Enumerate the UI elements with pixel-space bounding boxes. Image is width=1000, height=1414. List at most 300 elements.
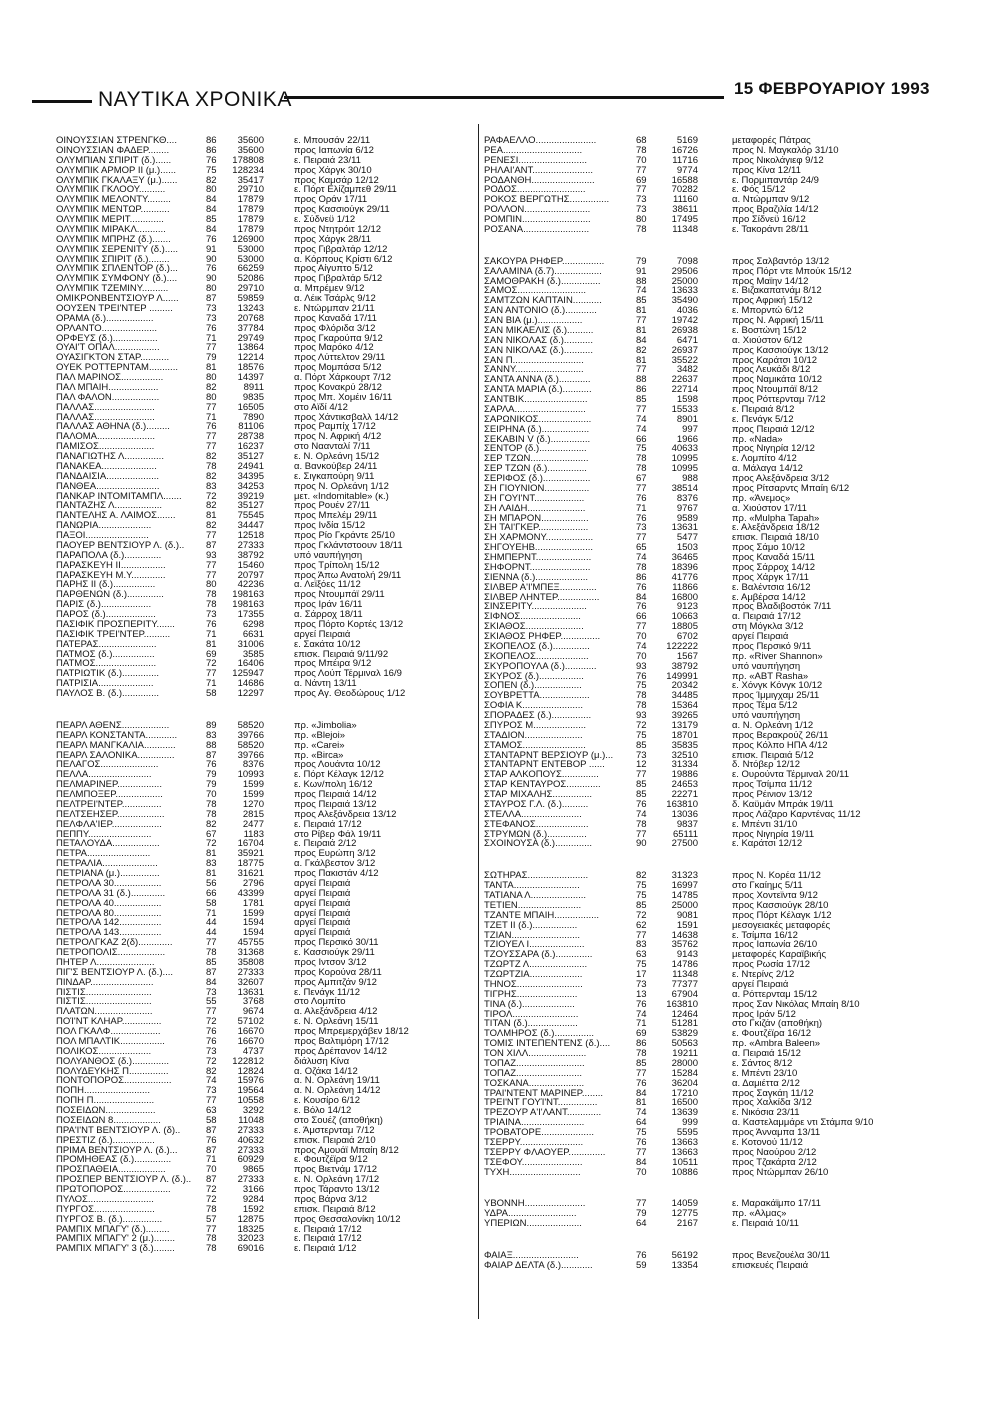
tonnage: 60929 xyxy=(237,1154,264,1166)
ship-row xyxy=(56,879,474,889)
tonnage: 12518 xyxy=(237,530,264,541)
ship-status: πρ. «Carei» xyxy=(294,740,345,751)
tonnage: 8911 xyxy=(243,381,264,393)
tonnage: 43399 xyxy=(237,887,264,899)
ship-status: προς Ναμικάτα 10/12 xyxy=(732,375,823,386)
tonnage: 27333 xyxy=(237,1174,264,1186)
build-year: 71 xyxy=(636,502,647,514)
tonnage: 988 xyxy=(682,473,698,484)
ship-row xyxy=(56,363,474,373)
build-year: 75 xyxy=(636,1127,647,1138)
ship-row xyxy=(56,324,474,334)
build-year: 76 xyxy=(636,1077,647,1089)
ship-row xyxy=(56,1205,474,1215)
ship-name: ΣΤΕΛΛΑ....................... xyxy=(484,809,582,820)
tonnage: 50563 xyxy=(671,1038,698,1050)
ship-status: προς Νικολάγιεφ 9/12 xyxy=(732,155,824,166)
ship-name: ΣΟΦΙΑ Κ....................... xyxy=(484,701,583,711)
build-year: 77 xyxy=(636,164,647,176)
build-year: 77 xyxy=(636,621,647,633)
ship-name: ΡΗΛΑΙ'ΑΝΤ....................... xyxy=(484,165,593,176)
ship-status: προς Γιβραλτάρ 5/12 xyxy=(294,274,383,285)
ship-name: ΣΚΙΑΘΟΣ ΡΗΦΕΡ............... xyxy=(484,632,601,642)
build-year: 12 xyxy=(636,759,647,771)
ship-row xyxy=(484,1261,902,1271)
tonnage: 34485 xyxy=(671,690,698,702)
tonnage: 3768 xyxy=(242,996,264,1008)
ship-row xyxy=(56,462,474,472)
build-year: 85 xyxy=(636,899,647,911)
build-year: 72 xyxy=(206,838,217,850)
build-year: 76 xyxy=(206,263,217,275)
tonnage: 19564 xyxy=(237,1085,264,1097)
ship-row xyxy=(56,1057,474,1067)
ship-row xyxy=(56,760,474,770)
tonnage: 16505 xyxy=(237,401,264,413)
ship-status: προς Κονακρύ 28/12 xyxy=(294,382,382,393)
tonnage: 16237 xyxy=(237,441,264,453)
ship-status: α. Πόρτ Χάρκουρτ 7/12 xyxy=(294,373,392,383)
tonnage: 31006 xyxy=(237,638,264,650)
tonnage: 34253 xyxy=(237,480,264,492)
tonnage: 35600 xyxy=(237,135,264,146)
tonnage: 198163 xyxy=(232,599,264,611)
ship-list-block xyxy=(484,136,902,235)
ship-status: ε. Κοτονού 11/12 xyxy=(732,1137,803,1148)
ship-status: υπό ναυπήγηση xyxy=(294,550,363,561)
ship-status: επισκ. Πειραιά 9/11/92 xyxy=(294,649,389,660)
ship-status: προς Ιαπωνία 26/10 xyxy=(732,940,818,951)
ship-name: ΥΠΕΡΙΩΝ..................... xyxy=(484,1219,582,1229)
build-year: 78 xyxy=(206,798,217,810)
ship-name: ΠΟΛΥΔΕΥΚΗΣ Π............... xyxy=(56,1066,169,1077)
tonnage: 31323 xyxy=(671,870,698,882)
ship-status: προς Κίνα 12/11 xyxy=(732,165,801,176)
build-year: 87 xyxy=(206,1124,217,1136)
ship-row xyxy=(56,938,474,948)
ship-name: ΣΚΥΡΟΣ (δ.)................. xyxy=(484,671,584,682)
build-year: 93 xyxy=(206,549,217,561)
ship-status: ε. Τακοράντι 28/11 xyxy=(732,224,809,235)
ship-status: πρ. «Αλμας» xyxy=(732,1209,787,1220)
ship-name: ΟΡΑΜΑ (δ.).................. xyxy=(56,313,154,324)
build-year: 80 xyxy=(206,579,217,591)
build-year: 80 xyxy=(206,372,217,383)
tonnage: 32510 xyxy=(671,749,698,761)
tonnage: 13663 xyxy=(671,1136,698,1148)
tonnage: 13864 xyxy=(237,342,264,354)
tonnage: 16726 xyxy=(671,144,698,156)
ship-name: ΠΟΝΤΟΠΟΡΟΣ.................. xyxy=(56,1076,172,1087)
tonnage: 16704 xyxy=(237,838,264,850)
tonnage: 35600 xyxy=(237,144,264,156)
ship-name: ΠΕΤΡΟΛΑ 80.................. xyxy=(56,908,162,919)
ship-status: επισκ. Πειραιά 18/10 xyxy=(732,533,819,544)
ship-status: προς Δρέπανον 14/12 xyxy=(294,1046,388,1057)
ship-name: ΠΑΤΕΡΑΣ...................... xyxy=(56,639,157,650)
ship-row xyxy=(56,810,474,820)
ship-name: ΣΙΦΝΟΣ....................... xyxy=(484,612,581,623)
build-year: 71 xyxy=(206,628,217,640)
build-year: 81 xyxy=(206,510,217,522)
ship-name: ΠΑΛΛΑΣ....................... xyxy=(56,412,155,423)
tonnage: 1567 xyxy=(676,650,698,662)
build-year: 77 xyxy=(206,342,217,354)
build-year: 78 xyxy=(206,1203,217,1215)
ship-row xyxy=(56,600,474,610)
build-year: 84 xyxy=(206,204,217,216)
ship-status: μετ. «Indomitable» (κ.) xyxy=(294,491,389,502)
ship-status: προς Λάζαρο Καρντένας 11/12 xyxy=(732,809,861,820)
ship-status: ε. Πόρτ Κέλαγκ 12/12 xyxy=(294,770,384,781)
build-year: 85 xyxy=(636,295,647,307)
tonnage: 27333 xyxy=(237,539,264,551)
ship-row xyxy=(56,166,474,176)
build-year: 88 xyxy=(636,275,647,287)
ship-row xyxy=(56,1215,474,1225)
ship-name: ΠΑΡΑΠΟΛΑ (δ.).............. xyxy=(56,550,162,561)
ship-status: ε. Βιζακαπατνάμ 8/12 xyxy=(732,286,822,297)
build-year: 73 xyxy=(206,302,217,314)
build-year: 85 xyxy=(636,1057,647,1069)
build-year: 69 xyxy=(206,648,217,660)
ship-status: προς Καναδά 17/11 xyxy=(294,313,377,324)
tonnage: 5595 xyxy=(676,1127,698,1138)
ship-row xyxy=(56,978,474,988)
tonnage: 17879 xyxy=(237,214,264,225)
tonnage: 198163 xyxy=(232,589,264,601)
build-year: 77 xyxy=(206,668,217,680)
ship-name: ΟΛΥΜΠΙΚ ΣΕΡΕΝΙΤΥ (δ.)..... xyxy=(56,244,179,255)
build-year: 82 xyxy=(206,1065,217,1077)
ship-name: ΣΕΡ ΤΖΩΝ...................... xyxy=(484,454,589,465)
ship-status: α. Μάλαγα 14/12 xyxy=(732,464,803,474)
ship-status: προ Σίδνεϋ 16/12 xyxy=(732,215,806,225)
ship-name: ΣΑΝ ΝΙΚΟΛΑΣ (δ.)........... xyxy=(484,335,593,346)
ship-name: ΠΕΛΤΣΕΗΣΕΡ.................. xyxy=(56,809,165,820)
ship-name: ΣΙΛΒΕΡ ΛΗΝΤΕΡ................ xyxy=(484,592,600,603)
build-year: 69 xyxy=(636,174,647,186)
tonnage: 9123 xyxy=(676,601,698,613)
build-year: 83 xyxy=(206,480,217,492)
tonnage: 18396 xyxy=(671,561,698,573)
ship-row xyxy=(56,195,474,205)
build-year: 56 xyxy=(206,877,217,889)
build-year: 69 xyxy=(636,1028,647,1040)
ship-row xyxy=(56,988,474,998)
ship-name: ΟΙΝΟΥΣΣΙΑΝ ΦΑΔΕΡ........ xyxy=(56,145,170,156)
build-year: 82 xyxy=(206,520,217,532)
ship-status: ε. Μπουσάν 22/11 xyxy=(294,136,371,146)
ship-status: α. Σάρροχ 18/11 xyxy=(294,610,363,620)
tonnage: 26938 xyxy=(671,324,698,336)
ship-row xyxy=(56,909,474,919)
ship-name: ΤΕΤΙΕΝ........................ xyxy=(484,900,582,911)
ship-status: προς Πόρτ ντε Μπούκ 15/12 xyxy=(732,266,852,277)
ship-name: ΣΗ ΧΑΡΜΟΝΥ.................. xyxy=(484,533,594,544)
ship-row xyxy=(56,571,474,581)
build-year: 66 xyxy=(636,433,647,445)
ship-status: επισκ. Πειραιά 2/10 xyxy=(294,1135,376,1146)
ship-name: ΠΑΛ ΜΑΡΙΝΟΣ................ xyxy=(56,373,164,383)
ship-row xyxy=(56,561,474,571)
tonnage: 39265 xyxy=(671,710,698,721)
ship-row xyxy=(56,790,474,800)
ship-name: ΠΑΟΥΕΡ ΒΕΝΤΣΙΟΥΡ Λ. (δ.).. xyxy=(56,540,185,551)
ship-status: α. Οζάκα 14/12 xyxy=(294,1066,358,1077)
ship-status: ε. Πειραιά 17/12 xyxy=(294,1234,362,1245)
build-year: 76 xyxy=(206,322,217,334)
ship-name: ΠΥΡΓΟΣ Β. (δ.)............... xyxy=(56,1214,163,1225)
tonnage: 1599 xyxy=(242,907,264,919)
ship-status: προς Ίμμιγχαμ 25/11 xyxy=(732,691,820,702)
tonnage: 2815 xyxy=(242,808,264,820)
build-year: 90 xyxy=(636,838,647,850)
ship-name: ΠΕΤΡΑ........................ xyxy=(56,849,151,860)
ship-name: ΠΑΤΡΙΩΤΙΚ (δ.).............. xyxy=(56,669,159,680)
tonnage: 40632 xyxy=(237,1134,264,1146)
ship-status: προς Ευρώπη 3/12 xyxy=(294,849,376,860)
ship-name: ΟΛΥΜΠΙΚ ΓΚΛΟΟΥ.......... xyxy=(56,185,166,196)
ship-status: προς Λευκάδι 8/12 xyxy=(732,365,811,376)
ship-row xyxy=(56,284,474,294)
build-year: 74 xyxy=(206,1075,217,1087)
build-year: 79 xyxy=(206,352,217,364)
ship-status: προς Ν. Αφρική 4/12 xyxy=(294,432,382,443)
ship-name: ΠΟΛΙΚΟΣ.................... xyxy=(56,1046,152,1057)
ship-name: ΣΚΟΠΕΛΟΣ.................... xyxy=(484,651,589,662)
tonnage: 1270 xyxy=(242,798,264,810)
build-year: 76 xyxy=(636,601,647,613)
ship-name: ΟΛΥΜΠΙΑΝ ΣΠΙΡΙΤ (δ.)...... xyxy=(56,155,172,166)
ship-status: ε. Φουτζέϊρα 9/12 xyxy=(294,1155,368,1166)
build-year: 82 xyxy=(206,818,217,830)
ship-status: προς Ρουέν 27/11 xyxy=(294,501,370,512)
build-year: 90 xyxy=(206,253,217,265)
ship-name: ΟΜΙΚΡΟΝΒΕΝΤΣΙΟΥΡ Λ...... xyxy=(56,294,179,304)
ship-status: προς Σαν Νικόλας Μπαίη 8/10 xyxy=(732,999,860,1010)
ship-status: αργεί Πειραιά xyxy=(294,629,351,640)
build-year: 77 xyxy=(206,1095,217,1107)
tonnage: 8376 xyxy=(242,759,264,771)
ship-status: ε. Πειραιά 17/12 xyxy=(294,819,362,830)
ship-row xyxy=(56,1126,474,1136)
ship-row xyxy=(56,1007,474,1017)
build-year: 59 xyxy=(636,1259,647,1271)
tonnage: 20797 xyxy=(237,569,264,581)
tonnage: 12297 xyxy=(237,688,264,699)
build-year: 85 xyxy=(636,394,647,405)
ship-name: ΣΩΤΗΡΑΣ....................... xyxy=(484,871,589,882)
ship-name: ΡΟΔΟΣ.......................... xyxy=(484,185,586,196)
build-year: 65 xyxy=(636,542,647,554)
ship-name: ΡΑΦΑΕΛΛΟ....................... xyxy=(484,136,597,146)
ship-status: πρ. «Nada» xyxy=(732,434,783,445)
ship-row xyxy=(56,679,474,689)
ship-status: ε. Κων/πολη 16/12 xyxy=(294,780,373,790)
ship-row xyxy=(56,620,474,630)
ship-name: ΤΑΝΤΑ......................... xyxy=(484,881,580,891)
build-year: 80 xyxy=(206,283,217,295)
ship-name: ΣΤΡΥΜΩΝ (δ.)............... xyxy=(484,829,587,840)
build-year: 58 xyxy=(206,1114,217,1126)
build-year: 79 xyxy=(636,1208,647,1220)
build-year: 82 xyxy=(206,174,217,186)
ship-name: ΠΕΛΜΠΟΞΕΡ.................. xyxy=(56,790,163,800)
ship-status: α. Μπρέμεν 9/12 xyxy=(294,284,365,294)
ship-name: ΟΙΝΟΥΣΣΙΑΝ ΣΤΡΕΝΓΚΘ.... xyxy=(56,136,177,146)
ship-name: ΠΟΠΗ Π....................... xyxy=(56,1096,155,1106)
ship-name: ΣΗ ΤΑΙ'ΓΚΕΡ................... xyxy=(484,523,589,534)
ship-row xyxy=(56,136,474,146)
build-year: 87 xyxy=(206,966,217,978)
tonnage: 1592 xyxy=(242,1203,264,1215)
ship-name: ΣΠΥΡΟΣ Μ.................... xyxy=(484,720,587,731)
tonnage: 1183 xyxy=(243,828,264,840)
ship-status: αργεί Πειραιά xyxy=(294,898,351,909)
tonnage: 24941 xyxy=(237,460,264,472)
ship-name: ΟΛΥΜΠΙΚ ΜΙΡΑΚΛ........... xyxy=(56,224,166,235)
ship-name: ΠΑΛΛΑΣ....................... xyxy=(56,402,155,413)
build-year: 73 xyxy=(206,986,217,998)
build-year: 76 xyxy=(636,798,647,810)
ship-status: προς Ιράν 16/11 xyxy=(294,600,363,610)
ship-status: πρ. «River Shannon» xyxy=(732,651,823,662)
ship-status: ε. Ουρούντα Τέρμιναλ 20/11 xyxy=(732,770,849,781)
ship-status: προς Αγ. Θεοδώρους 1/12 xyxy=(294,689,406,699)
ship-status: υπό ναυπήγηση xyxy=(732,711,801,721)
build-year: 74 xyxy=(636,808,647,820)
ship-row xyxy=(56,393,474,403)
ship-name: ΣΕΡΙΦΟΣ (δ.).................. xyxy=(484,474,591,484)
build-year: 77 xyxy=(636,929,647,941)
ship-status: προς Ντώρμπαν 26/10 xyxy=(732,1167,829,1178)
build-year: 68 xyxy=(636,135,647,146)
tonnage: 39766 xyxy=(237,749,264,761)
ship-name: ΠΕΑΡΛ ΑΘΕΝΣ.................. xyxy=(56,720,170,731)
build-year: 76 xyxy=(206,1035,217,1047)
tonnage: 38792 xyxy=(671,660,698,672)
build-year: 77 xyxy=(206,1006,217,1018)
ship-name: ΠΕΤΡΟΛΓΚΑΖ 2(δ)............. xyxy=(56,938,173,948)
ship-name: ΟΛΥΜΠΙΚ ΣΠΙΡΙΤ (δ.)........ xyxy=(56,254,170,265)
tonnage: 126900 xyxy=(232,233,264,245)
ship-row xyxy=(56,1225,474,1235)
tonnage: 19886 xyxy=(671,769,698,781)
ship-name: ΣΙΕΝΝΑ (δ.).................... xyxy=(484,572,589,583)
tonnage: 70282 xyxy=(671,184,698,196)
tonnage: 13036 xyxy=(671,808,698,820)
ship-name: ΟΛΥΜΠΙΚ ΜΠΡΗΖ (δ.)....... xyxy=(56,234,171,245)
ship-name: ΤΖΩΡΤΖΙΑ.................... xyxy=(484,970,583,980)
tonnage: 16670 xyxy=(237,1026,264,1037)
header-rule-middle xyxy=(284,96,724,99)
ship-name: ΣΑΝ Π........................... xyxy=(484,355,584,366)
tonnage: 31334 xyxy=(671,759,698,771)
ship-status: στο Ναανταλί 7/11 xyxy=(294,442,371,452)
build-year: 88 xyxy=(206,739,217,751)
ship-row xyxy=(56,205,474,215)
build-year: 58 xyxy=(206,688,217,699)
build-year: 91 xyxy=(206,243,217,255)
ship-status: ε. Φός 15/12 xyxy=(732,185,786,196)
ship-row xyxy=(56,751,474,761)
build-year: 78 xyxy=(636,463,647,475)
build-year: 64 xyxy=(636,1218,647,1230)
build-year: 85 xyxy=(636,739,647,751)
tonnage: 77377 xyxy=(671,978,698,990)
tonnage: 14785 xyxy=(671,890,698,901)
build-year: 86 xyxy=(206,144,217,156)
tonnage: 9081 xyxy=(676,909,698,921)
ship-status: προς Σάμο 10/12 xyxy=(732,543,805,553)
ship-name: ΣΗ ΓΟΥΙ'ΝΤ................... xyxy=(484,493,585,504)
ship-status: προς Καμσάρ 12/12 xyxy=(294,175,379,186)
ship-name: ΤΣΕΦΟΥ....................... xyxy=(484,1157,583,1168)
ship-name: ΠΟΛ ΓΚΑΛΦ................... xyxy=(56,1027,161,1037)
ship-status: ε. Ντερίνς 2/12 xyxy=(732,970,795,980)
build-year: 93 xyxy=(636,710,647,721)
tonnage: 149991 xyxy=(666,670,698,682)
ship-status: ε. Πειραιά 8/12 xyxy=(732,404,795,415)
tonnage: 36465 xyxy=(671,552,698,563)
tonnage: 9774 xyxy=(676,164,698,176)
ship-status: ε. Πορμιπαντάρ 24/9 xyxy=(732,175,819,186)
build-year: 76 xyxy=(636,492,647,504)
tonnage: 53000 xyxy=(237,253,264,265)
ship-name: ΠΑΝΘΕΑ........................ xyxy=(56,481,160,492)
build-year: 81 xyxy=(206,868,217,879)
ship-status: μεταφορές Καραϊβικής xyxy=(732,950,827,961)
ship-row xyxy=(56,274,474,284)
left-column xyxy=(56,136,474,1276)
page-title: ΝΑΥΤΙΚΑ ΧΡΟΝΙΚΑ xyxy=(98,88,292,111)
ship-name: ΣΤΕΦΑΝΟΣ.................... xyxy=(484,819,589,830)
tonnage: 14059 xyxy=(671,1198,698,1210)
ship-name: ΠΕΤΡΟΛΑ 142................ xyxy=(56,918,162,929)
tonnage: 65111 xyxy=(672,828,698,840)
ship-status: προς Άπω Ανατολή 29/11 xyxy=(294,570,402,581)
ship-status: προς Ντουμπάϊ 29/11 xyxy=(294,590,385,601)
tonnage: 67904 xyxy=(671,988,698,1000)
ship-name: ΠΟΣΕΙΔΩΝ 8.................. xyxy=(56,1115,161,1126)
ship-name: ΠΡΟΣΠΕΡ ΒΕΝΤΣΙΟΥΡ Λ. (δ.).. xyxy=(56,1175,192,1185)
ship-name: ΠΑΝΩΡΙΑ.................... xyxy=(56,521,152,531)
tonnage: 16670 xyxy=(237,1035,264,1047)
ship-status: α. Ντώρμπαν 9/12 xyxy=(732,195,810,206)
tonnage: 35522 xyxy=(671,354,698,366)
build-year: 76 xyxy=(636,670,647,682)
tonnage: 10995 xyxy=(671,453,698,465)
ship-status: πρ. «Mulpha Tapah» xyxy=(732,513,820,524)
ship-name: ΤΖΑΝΤΕ ΜΠΑΙΗ................. xyxy=(484,910,600,921)
ship-row xyxy=(56,1086,474,1096)
tonnage: 9143 xyxy=(676,949,698,961)
tonnage: 163810 xyxy=(666,998,698,1010)
ship-status: ε. Πειραιά 23/11 xyxy=(294,155,361,166)
tonnage: 2477 xyxy=(242,818,264,830)
ship-name: ΠΑΝΔΑΙΣΙΑ.................... xyxy=(56,471,160,482)
ship-name: ΤΟΝ ΧΙΛΛ...................... xyxy=(484,1049,587,1059)
build-year: 78 xyxy=(636,453,647,465)
build-year: 73 xyxy=(206,609,217,620)
tonnage: 10511 xyxy=(672,1156,698,1168)
ship-name: ΟΛΥΜΠΙΚ ΣΠΛΕΝΤΟΡ (δ.)... xyxy=(56,264,178,275)
build-year: 83 xyxy=(206,729,217,741)
ship-name: ΣΑΝ ΝΙΚΟΛΑΣ (δ.)........... xyxy=(484,345,593,356)
ship-row xyxy=(56,1244,474,1254)
ship-row xyxy=(56,1146,474,1156)
